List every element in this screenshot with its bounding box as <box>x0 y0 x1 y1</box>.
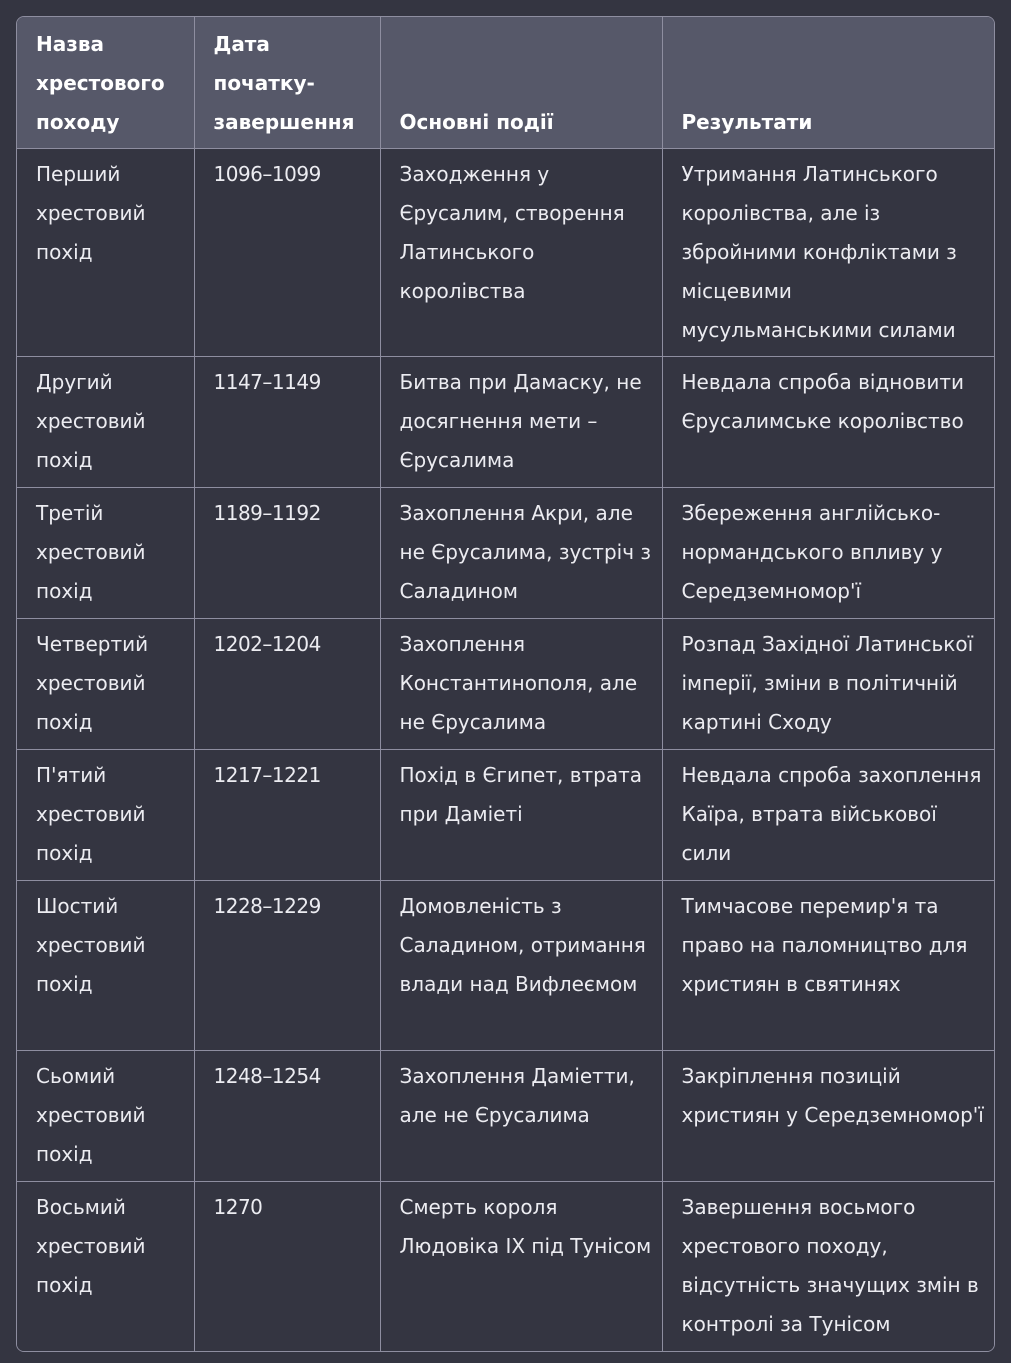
cell-dates: 1189–1192 <box>194 488 380 619</box>
header-results: Результати <box>662 17 994 149</box>
cell-dates: 1248–1254 <box>194 1051 380 1182</box>
cell-results: Завершення восьмого хрестового походу, відсутність значущих змін в контролі за Тунісом <box>662 1182 994 1352</box>
table-row <box>17 357 994 488</box>
cell-name: Другий хрестовий похід <box>17 357 194 488</box>
cell-events: Домовленість з Саладином, отримання влади над Вифлеємом <box>380 881 662 1051</box>
header-events: Основні події <box>380 17 662 149</box>
header-dates: Дата початку-завершення <box>194 17 380 149</box>
table-header-row <box>17 17 994 149</box>
cell-results: Тимчасове перемир'я та право на паломництво для християн в святинях <box>662 881 994 1051</box>
cell-name: Четвертий хрестовий похід <box>17 619 194 750</box>
cell-name: Шостий хрестовий похід <box>17 881 194 1051</box>
cell-results: Утримання Латинського королівства, але із збройними конфліктами з місцевими мусульманськими силами <box>662 149 994 357</box>
cell-name: Третій хрестовий похід <box>17 488 194 619</box>
table-row <box>17 149 994 357</box>
cell-results: Збереження англійсько-нормандського впливу у Середземномор'ї <box>662 488 994 619</box>
header-name: Назва хрестового походу <box>17 17 194 149</box>
table-row <box>17 619 994 750</box>
table-row <box>17 1051 994 1182</box>
cell-dates: 1096–1099 <box>194 149 380 357</box>
cell-events: Захоплення Даміетти, але не Єрусалима <box>380 1051 662 1182</box>
cell-events: Заходження у Єрусалим, створення Латинського королівства <box>380 149 662 357</box>
cell-dates: 1270 <box>194 1182 380 1352</box>
cell-events: Битва при Дамаску, не досягнення мети – Єрусалима <box>380 357 662 488</box>
table-row <box>17 750 994 881</box>
cell-events: Захоплення Акри, але не Єрусалима, зустріч з Саладином <box>380 488 662 619</box>
cell-name: Восьмий хрестовий похід <box>17 1182 194 1352</box>
cell-dates: 1202–1204 <box>194 619 380 750</box>
cell-results: Закріплення позицій християн у Середземномор'ї <box>662 1051 994 1182</box>
cell-dates: 1147–1149 <box>194 357 380 488</box>
cell-name: П'ятий хрестовий похід <box>17 750 194 881</box>
crusades-table-container <box>16 16 995 1352</box>
cell-name: Сьомий хрестовий похід <box>17 1051 194 1182</box>
table-row <box>17 488 994 619</box>
cell-events: Похід в Єгипет, втрата при Даміеті <box>380 750 662 881</box>
cell-name: Перший хрестовий похід <box>17 149 194 357</box>
cell-events: Смерть короля Людовіка IX під Тунісом <box>380 1182 662 1352</box>
table-row <box>17 1182 994 1352</box>
cell-dates: 1217–1221 <box>194 750 380 881</box>
cell-results: Розпад Західної Латинської імперії, зміни в політичній картині Сходу <box>662 619 994 750</box>
crusades-table <box>17 17 994 1351</box>
cell-events: Захоплення Константинополя, але не Єрусалима <box>380 619 662 750</box>
cell-results: Невдала спроба захоплення Каїра, втрата військової сили <box>662 750 994 881</box>
cell-results: Невдала спроба відновити Єрусалимське королівство <box>662 357 994 488</box>
table-row <box>17 881 994 1051</box>
cell-dates: 1228–1229 <box>194 881 380 1051</box>
